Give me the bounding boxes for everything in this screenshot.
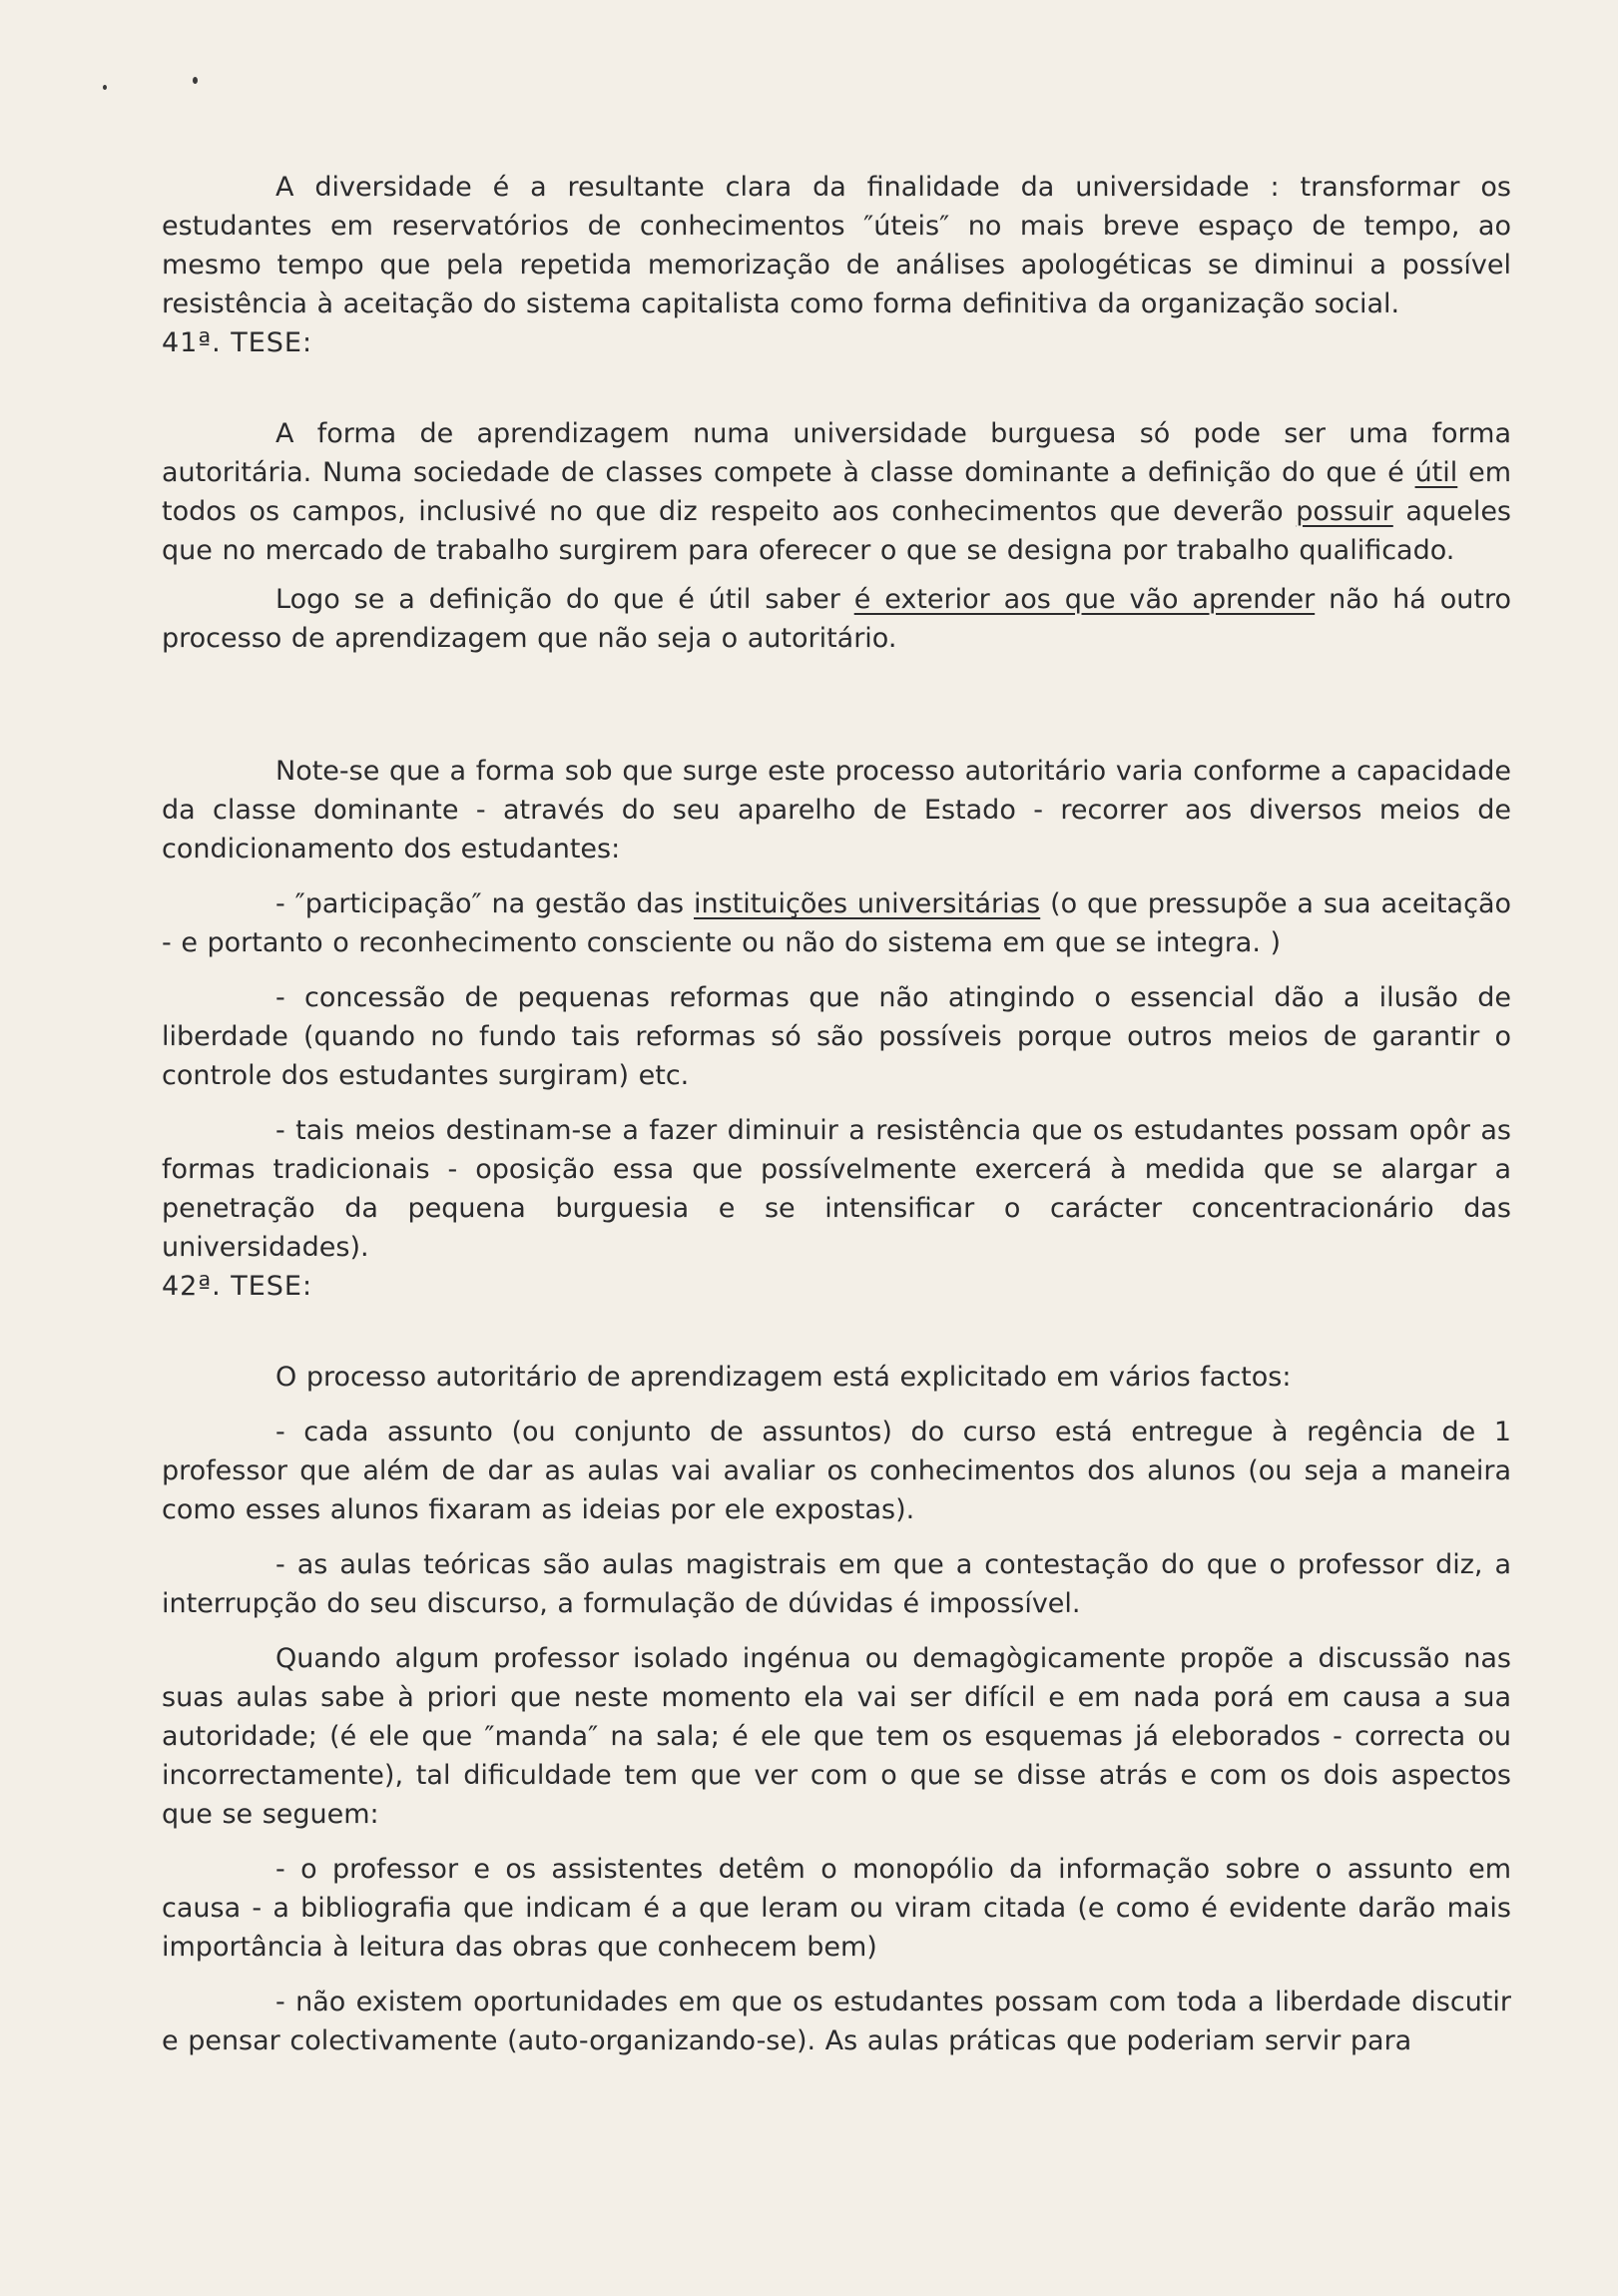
document-body bbox=[162, 168, 1511, 2060]
paragraph-quando-algum-professor: Quando algum professor isolado ingénua ou demagògicamente propõe a discussão nas suas aulas sabe à priori que neste momento ela vai ser difícil e em nada porá em causa a sua autoridade; (é ele que ″manda″ na sala; é ele que tem os esquemas já eleborados - correcta ou incorrectamente), tal dificuldade tem que ver com o que se disse atrás e com os dois aspectos que se seguem: bbox=[162, 1643, 1511, 1830]
paragraph-processo-autoritario: O processo autoritário de aprendizagem está explicitado em vários factos: bbox=[275, 1362, 1292, 1393]
list-item-concessao: - concessão de pequenas reformas que não atingindo o essencial dão a ilusão de liberdade (quando no fundo tais reformas só são possíveis porque outros meios de garantir o controle dos estudantes surgiram) etc. bbox=[162, 982, 1511, 1091]
list-item-monopolio: - o professor e os assistentes detêm o monopólio da informação sobre o assunto em causa - a bibliografia que indicam é a que leram ou viram citada (e como é evidente darão mais importância à leitura das obras que conhecem bem) bbox=[162, 1854, 1511, 1963]
paper-speck bbox=[193, 77, 198, 84]
underlined-phrase: é exterior aos que vão aprender bbox=[853, 584, 1316, 615]
paragraph-logo: Logo se a definição do que é útil saber é exterior aos que vão aprender não há outro processo de aprendizagem que não seja o autoritário. bbox=[162, 584, 1511, 654]
heading-tese-42: 42ª. TESE: bbox=[162, 1271, 313, 1302]
paragraph-forma-aprendizagem: A forma de aprendizagem numa universidade burguesa só pode ser uma forma autoritária. Numa sociedade de classes compete à classe dominante a definição do que é útil em todos os campos, inclusivé no que diz respeito aos conhecimentos que deverão possuir aqueles que no mercado de trabalho surgirem para oferecer o que se designa por trabalho qualificado. bbox=[162, 418, 1512, 566]
heading-tese-41: 41ª. TESE: bbox=[162, 327, 313, 358]
paragraph-diversidade: A diversidade é a resultante clara da finalidade da universidade : transformar os estudantes em reservatórios de conhecimentos ″úteis″ no mais breve espaço de tempo, ao mesmo tempo que pela repetida memorização de análises apologéticas se diminui a possível resistência à aceitação do sistema capitalista como forma definitiva da organização social. bbox=[162, 172, 1511, 319]
list-item-cada-assunto: - cada assunto (ou conjunto de assuntos) do curso está entregue à regência de 1 professor que além de dar as aulas vai avaliar os conhecimentos dos alunos (ou seja a maneira como esses alunos fixaram as ideias por ele expostas). bbox=[162, 1417, 1511, 1525]
underlined-phrase: instituições universitárias bbox=[694, 888, 1041, 919]
paragraph-note-se: Note-se que a forma sob que surge este processo autoritário varia conforme a capacidade da classe dominante - através do seu aparelho de Estado - recorrer aos diversos meios de condicionamento dos estudantes: bbox=[162, 756, 1511, 864]
list-item-aulas-teoricas: - as aulas teóricas são aulas magistrais em que a contestação do que o professor diz, a interrupção do seu discurso, a formulação de dúvidas é impossível. bbox=[162, 1549, 1511, 1619]
list-item-oportunidades: - não existem oportunidades em que os estudantes possam com toda a liberdade discutir e pensar colectivamente (auto-organizando-se). As aulas práticas que poderiam servir para bbox=[162, 1987, 1511, 2056]
list-item-participacao: - ″participação″ na gestão das instituições universitárias (o que pressupõe a sua aceitação - e portanto o reconhecimento consciente ou não do sistema em que se integra. ) bbox=[162, 888, 1512, 958]
list-item-tais-meios: - tais meios destinam-se a fazer diminuir a resistência que os estudantes possam opôr as formas tradicionais - oposição essa que possívelmente exercerá à medida que se alargar a penetração da pequena burguesia e se intensificar o carácter concentracionário das universidades). bbox=[162, 1115, 1511, 1263]
paper-speck bbox=[103, 85, 107, 90]
underlined-phrase: útil bbox=[1414, 457, 1458, 488]
underlined-phrase: possuir bbox=[1296, 496, 1393, 527]
